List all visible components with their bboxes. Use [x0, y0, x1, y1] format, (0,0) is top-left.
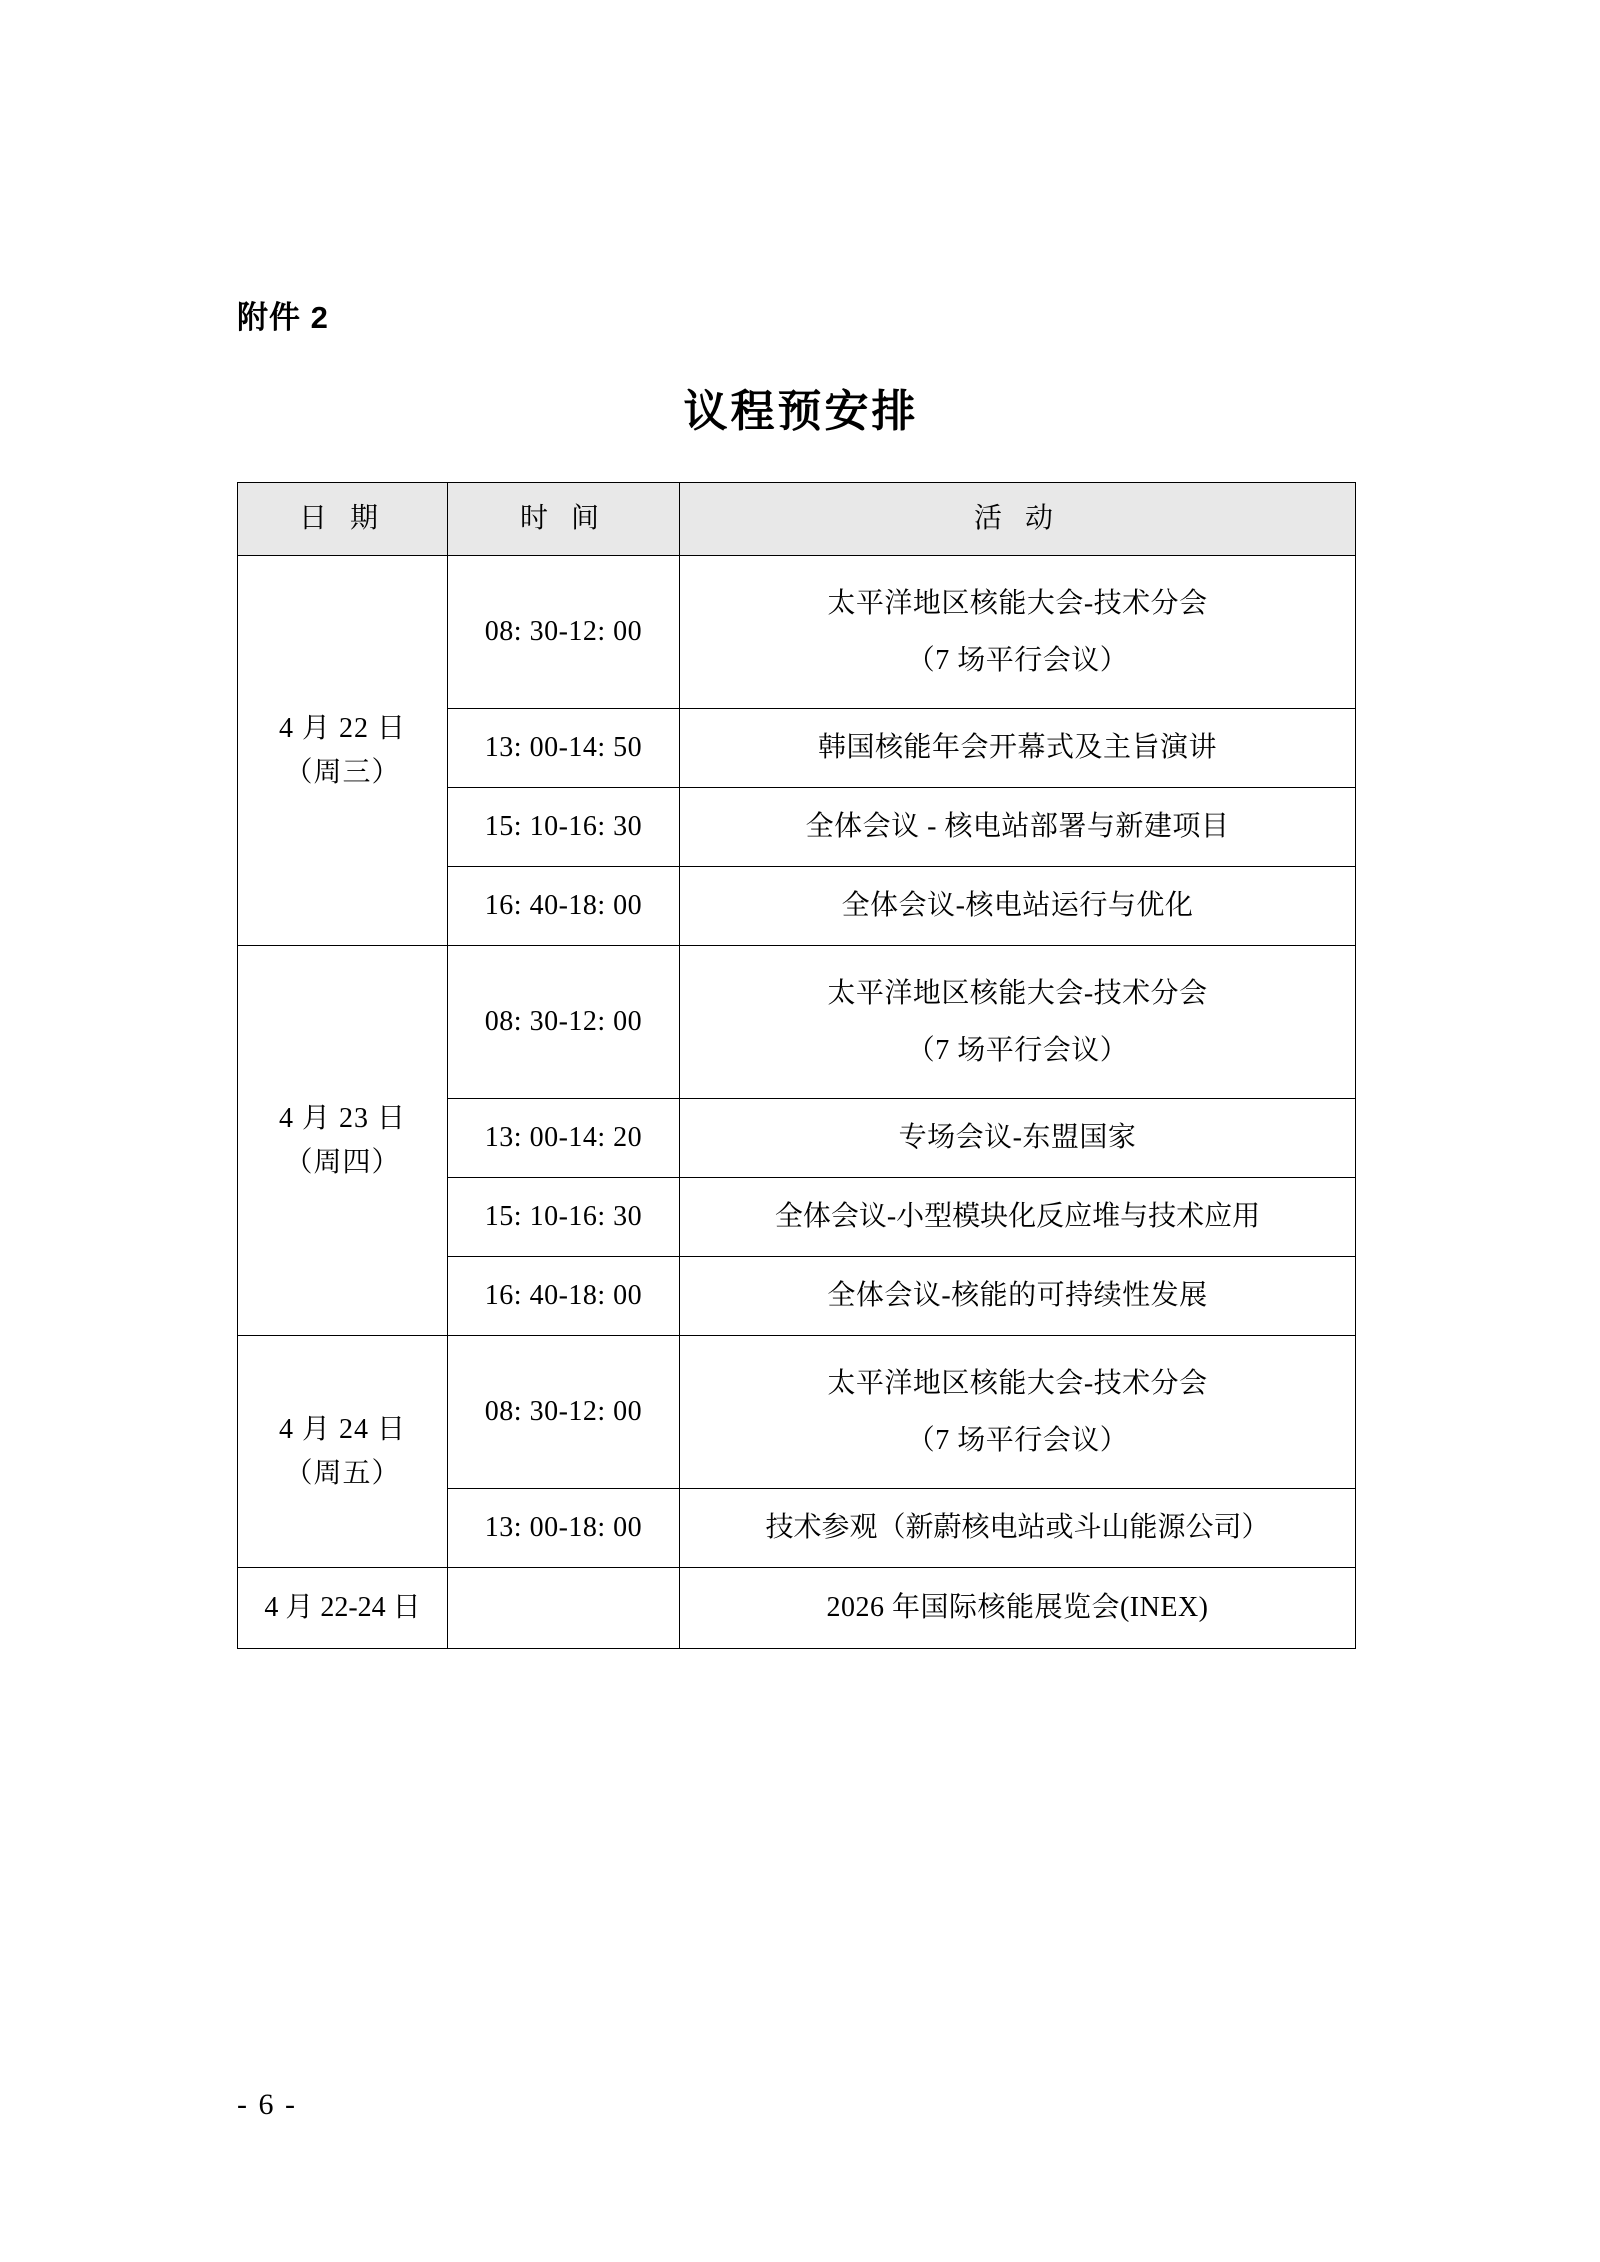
- date-cell: [238, 1336, 448, 1568]
- activity-cell: 全体会议-核电站运行与优化: [680, 867, 1356, 946]
- activity-subtext: （7 场平行会议）: [906, 1035, 1129, 1066]
- activity-cell: 专场会议-东盟国家: [680, 1099, 1356, 1178]
- time-cell: 13: 00-18: 00: [448, 1489, 680, 1568]
- activity-cell: 全体会议 - 核电站部署与新建项目: [680, 788, 1356, 867]
- activity-subtext: （7 场平行会议）: [906, 1425, 1129, 1456]
- table-row: [238, 1568, 1356, 1649]
- time-cell: 13: 00-14: 50: [448, 709, 680, 788]
- time-cell: 08: 30-12: 00: [448, 1336, 680, 1489]
- date-weekday: （周四）: [284, 1146, 401, 1178]
- date-cell: [238, 556, 448, 946]
- column-header-date: 日 期: [238, 483, 448, 556]
- activity-cell: [680, 946, 1356, 1099]
- table-row: [238, 946, 1356, 1099]
- time-cell: [448, 1568, 680, 1649]
- activity-cell: 2026 年国际核能展览会(INEX): [680, 1568, 1356, 1649]
- activity-cell: 全体会议-小型模块化反应堆与技术应用: [680, 1178, 1356, 1257]
- date-cell: [238, 946, 448, 1336]
- date-cell: 4 月 22-24 日: [238, 1568, 448, 1649]
- time-cell: 08: 30-12: 00: [448, 556, 680, 709]
- date-text: 4 月 22 日: [278, 713, 406, 745]
- activity-text: 太平洋地区核能大会-技术分会: [827, 587, 1208, 619]
- time-cell: 15: 10-16: 30: [448, 1178, 680, 1257]
- table-row: [238, 556, 1356, 709]
- column-header-activity: 活 动: [680, 483, 1356, 556]
- page-number: - 6 -: [237, 2088, 297, 2121]
- time-cell: 16: 40-18: 00: [448, 867, 680, 946]
- date-text: 4 月 24 日: [278, 1414, 406, 1446]
- activity-cell: 全体会议-核能的可持续性发展: [680, 1257, 1356, 1336]
- activity-text: 太平洋地区核能大会-技术分会: [827, 977, 1208, 1009]
- date-weekday: （周三）: [284, 756, 401, 788]
- date-weekday: （周五）: [284, 1457, 401, 1489]
- column-header-time: 时 间: [448, 483, 680, 556]
- activity-cell: 韩国核能年会开幕式及主旨演讲: [680, 709, 1356, 788]
- date-text: 4 月 23 日: [278, 1103, 406, 1135]
- time-cell: 13: 00-14: 20: [448, 1099, 680, 1178]
- time-cell: 16: 40-18: 00: [448, 1257, 680, 1336]
- page-title: 议程预安排: [683, 387, 919, 436]
- time-cell: 15: 10-16: 30: [448, 788, 680, 867]
- activity-subtext: （7 场平行会议）: [906, 645, 1129, 676]
- activity-text: 太平洋地区核能大会-技术分会: [827, 1367, 1208, 1399]
- activity-cell: [680, 1336, 1356, 1489]
- agenda-table: [237, 482, 1356, 1649]
- table-row: [238, 1336, 1356, 1489]
- attachment-label: 附件 2: [237, 300, 329, 335]
- activity-cell: [680, 556, 1356, 709]
- time-cell: 08: 30-12: 00: [448, 946, 680, 1099]
- activity-cell: 技术参观（新蔚核电站或斗山能源公司）: [680, 1489, 1356, 1568]
- table-header-row: [238, 483, 1356, 556]
